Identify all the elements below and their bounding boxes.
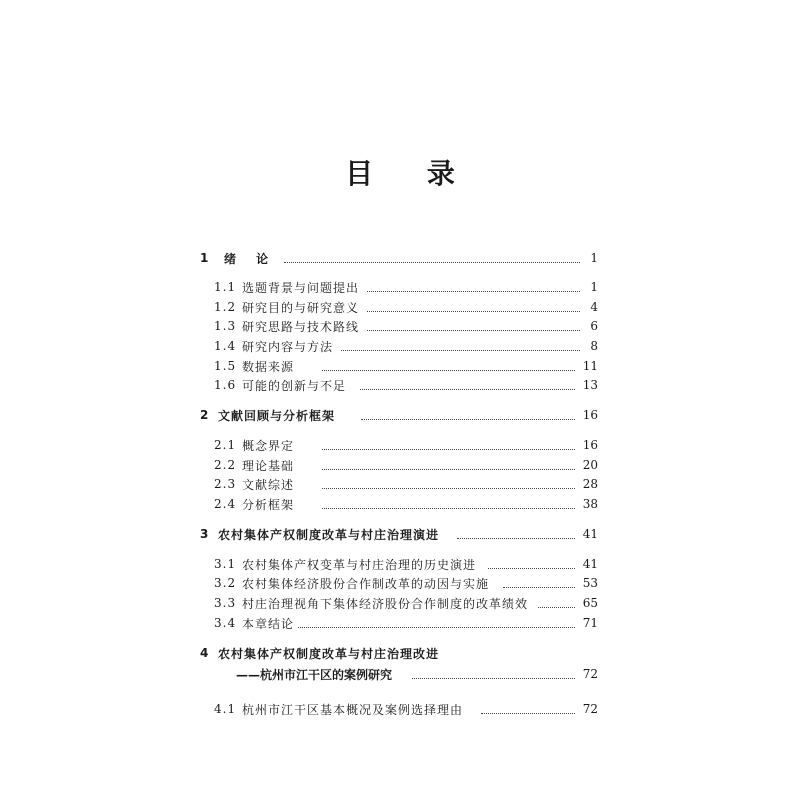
dot-leader — [298, 615, 575, 628]
dot-leader — [412, 666, 575, 679]
entry-number: 1.6 — [214, 378, 237, 392]
dot-leader — [322, 457, 575, 470]
toc-entry-2-4[interactable] — [214, 494, 598, 514]
dot-leader — [538, 595, 575, 608]
dot-leader — [322, 358, 575, 371]
dot-leader — [361, 407, 575, 420]
entry-label: 可能的创新与不足 — [242, 378, 347, 393]
entry-number: 3 — [200, 527, 209, 541]
toc-entry-1-6[interactable] — [214, 375, 598, 395]
toc-entry-1-5[interactable] — [214, 356, 598, 376]
entry-number: 2.1 — [214, 438, 237, 452]
entry-page: 1 — [590, 280, 598, 294]
entry-label: 理论基础 — [242, 458, 295, 473]
entry-page: 53 — [582, 576, 598, 590]
dot-leader — [367, 318, 580, 331]
entry-number: 4 — [200, 646, 209, 660]
dot-leader — [367, 279, 580, 292]
entry-number: 3.2 — [214, 576, 237, 590]
entry-label: 杭州市江干区基本概况及案例选择理由 — [242, 702, 464, 717]
toc-entry-4-1[interactable] — [214, 699, 598, 719]
entry-label: 分析框架 — [242, 497, 295, 512]
entry-label: 农村集体产权制度改革与村庄治理演进 — [218, 527, 440, 542]
entry-label: 农村集体经济股份合作制改革的动因与实施 — [242, 576, 490, 591]
entry-number: 1.2 — [214, 300, 237, 314]
toc-title: 目 录 — [345, 157, 477, 190]
toc-entry-chapter-4[interactable] — [200, 643, 598, 663]
entry-number: 1 — [200, 251, 209, 265]
entry-label: 农村集体产权制度改革与村庄治理改进 — [218, 646, 440, 661]
toc-entry-chapter-3[interactable] — [200, 524, 598, 544]
entry-page: 72 — [582, 667, 598, 681]
entry-label: 研究思路与技术路线 — [242, 319, 360, 334]
entry-page: 16 — [582, 408, 598, 422]
entry-page: 28 — [582, 477, 598, 491]
dot-leader — [360, 377, 575, 390]
toc-entry-3-4[interactable] — [214, 613, 598, 633]
entry-label: 文献回顾与分析框架 — [218, 408, 336, 423]
dot-leader — [322, 476, 575, 489]
entry-page: 16 — [582, 438, 598, 452]
entry-page: 41 — [582, 557, 598, 571]
entry-number: 2.2 — [214, 458, 237, 472]
entry-page: 72 — [582, 702, 598, 716]
entry-page: 38 — [582, 497, 598, 511]
toc-entry-2-2[interactable] — [214, 455, 598, 475]
entry-page: 13 — [582, 378, 598, 392]
dot-leader — [457, 526, 575, 539]
toc-entry-1-4[interactable] — [214, 336, 598, 356]
entry-label: 选题背景与问题提出 — [242, 280, 360, 295]
entry-number: 2 — [200, 408, 209, 422]
toc-entry-3-3[interactable] — [214, 593, 598, 613]
dot-leader — [341, 338, 580, 351]
entry-number: 1.3 — [214, 319, 237, 333]
entry-label: 本章结论 — [242, 616, 295, 631]
toc-entry-3-1[interactable] — [214, 554, 598, 574]
entry-label: 绪 论 — [224, 251, 277, 266]
toc-entry-1-3[interactable] — [214, 316, 598, 336]
toc-entry-chapter-4-subtitle[interactable] — [236, 664, 598, 684]
toc-entry-2-3[interactable] — [214, 474, 598, 494]
entry-number: 1.4 — [214, 339, 237, 353]
entry-number: 2.3 — [214, 477, 237, 491]
entry-number: 1.5 — [214, 359, 237, 373]
entry-page: 11 — [582, 359, 598, 373]
dot-leader — [503, 575, 575, 588]
entry-page: 1 — [590, 251, 598, 265]
entry-page: 65 — [582, 596, 598, 610]
entry-page: 41 — [582, 527, 598, 541]
entry-label: 农村集体产权变革与村庄治理的历史演进 — [242, 557, 477, 572]
entry-number: 2.4 — [214, 497, 237, 511]
entry-label: ——杭州市江干区的案例研究 — [236, 667, 393, 682]
entry-label: 研究目的与研究意义 — [242, 300, 360, 315]
toc-entry-chapter-1[interactable] — [200, 248, 598, 268]
toc-entry-1-2[interactable] — [214, 297, 598, 317]
entry-page: 4 — [590, 300, 598, 314]
toc-entry-2-1[interactable] — [214, 435, 598, 455]
entry-page: 6 — [590, 319, 598, 333]
entry-label: 概念界定 — [242, 438, 295, 453]
entry-label: 村庄治理视角下集体经济股份合作制度的改革绩效 — [242, 596, 529, 611]
toc-entry-3-2[interactable] — [214, 573, 598, 593]
entry-number: 3.1 — [214, 557, 237, 571]
dot-leader — [284, 250, 580, 263]
entry-page: 71 — [582, 616, 598, 630]
entry-label: 数据来源 — [242, 359, 295, 374]
entry-page: 20 — [582, 458, 598, 472]
entry-number: 1.1 — [214, 280, 237, 294]
dot-leader — [322, 496, 575, 509]
dot-leader — [367, 299, 580, 312]
entry-label: 文献综述 — [242, 477, 295, 492]
dot-leader — [322, 437, 575, 450]
toc-entry-chapter-2[interactable] — [200, 405, 598, 425]
entry-label: 研究内容与方法 — [242, 339, 334, 354]
dot-leader — [481, 701, 575, 714]
entry-number: 3.4 — [214, 616, 237, 630]
entry-number: 4.1 — [214, 702, 237, 716]
entry-number: 3.3 — [214, 596, 237, 610]
dot-leader — [488, 556, 575, 569]
entry-page: 8 — [590, 339, 598, 353]
toc-entry-1-1[interactable] — [214, 277, 598, 297]
